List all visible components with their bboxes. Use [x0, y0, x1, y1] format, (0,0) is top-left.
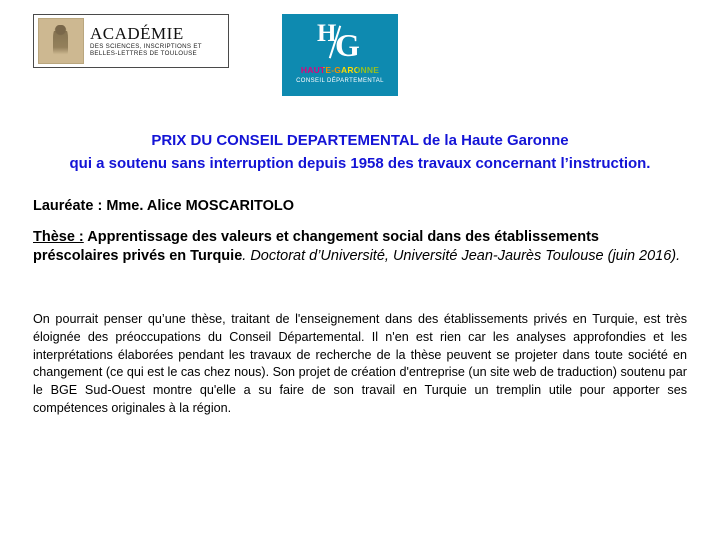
- academie-title: ACADÉMIE: [90, 23, 184, 43]
- headline-line-2: qui a soutenu sans interruption depuis 1958 des travaux concernant l’instruction.: [69, 155, 651, 173]
- academie-logo-text: [90, 25, 202, 58]
- hg-monogram-h: H: [317, 20, 336, 47]
- hg-monogram-icon: [309, 20, 371, 63]
- haute-garonne-logo: [282, 14, 398, 96]
- seal-figure-icon: [53, 25, 68, 57]
- headline-line-1: PRIX DU CONSEIL DEPARTEMENTAL de la Haute Garonne: [151, 132, 569, 149]
- thesis-detail: . Doctorat d’Université, Université Jean-Jaurès Toulouse (juin 2016).: [242, 247, 681, 264]
- academie-seal-icon: [38, 18, 84, 64]
- academie-subtitle-line1: DES SCIENCES, INSCRIPTIONS ET: [90, 43, 202, 51]
- hg-monogram-g: G: [335, 27, 359, 63]
- page-title: [46, 129, 674, 176]
- laureate-line: Lauréate : Mme. Alice MOSCARITOLO: [33, 197, 295, 214]
- hg-wordmark: HAUTE-GARONNE: [300, 65, 380, 75]
- logos-row: [0, 0, 720, 96]
- body-paragraph: On pourrait penser qu’une thèse, traitant de l'enseignement dans des établissements privés en Turquie, est très éloignée des préoccupations du Conseil Départemental. Il n'en est rien car les analyses approfondies et les interprétations élaborées pendant les travaux de recherche de la thèse peuvent se projeter dans toute société en changement (ce qui est le cas chez nous). Son projet de création d'entreprise (un site web de traduction) soutenu par le BGE Sud-Ouest montre qu'elle a su faire de son travail en Turquie un tremplin utile pour apporter ses compétences originales à la région.: [33, 311, 687, 416]
- thesis-title: Apprentissage des valeurs et changement social dans des établissements préscolaires privés en Turquie: [33, 228, 599, 264]
- academie-subtitle-line2: BELLES-LETTRES DE TOULOUSE: [90, 49, 197, 57]
- academie-logo: [33, 14, 229, 68]
- hg-subtitle: CONSEIL DÉPARTEMENTAL: [296, 78, 384, 84]
- academie-subtitle: [90, 44, 202, 57]
- thesis-label: Thèse :: [33, 228, 84, 245]
- thesis-line: [33, 228, 687, 266]
